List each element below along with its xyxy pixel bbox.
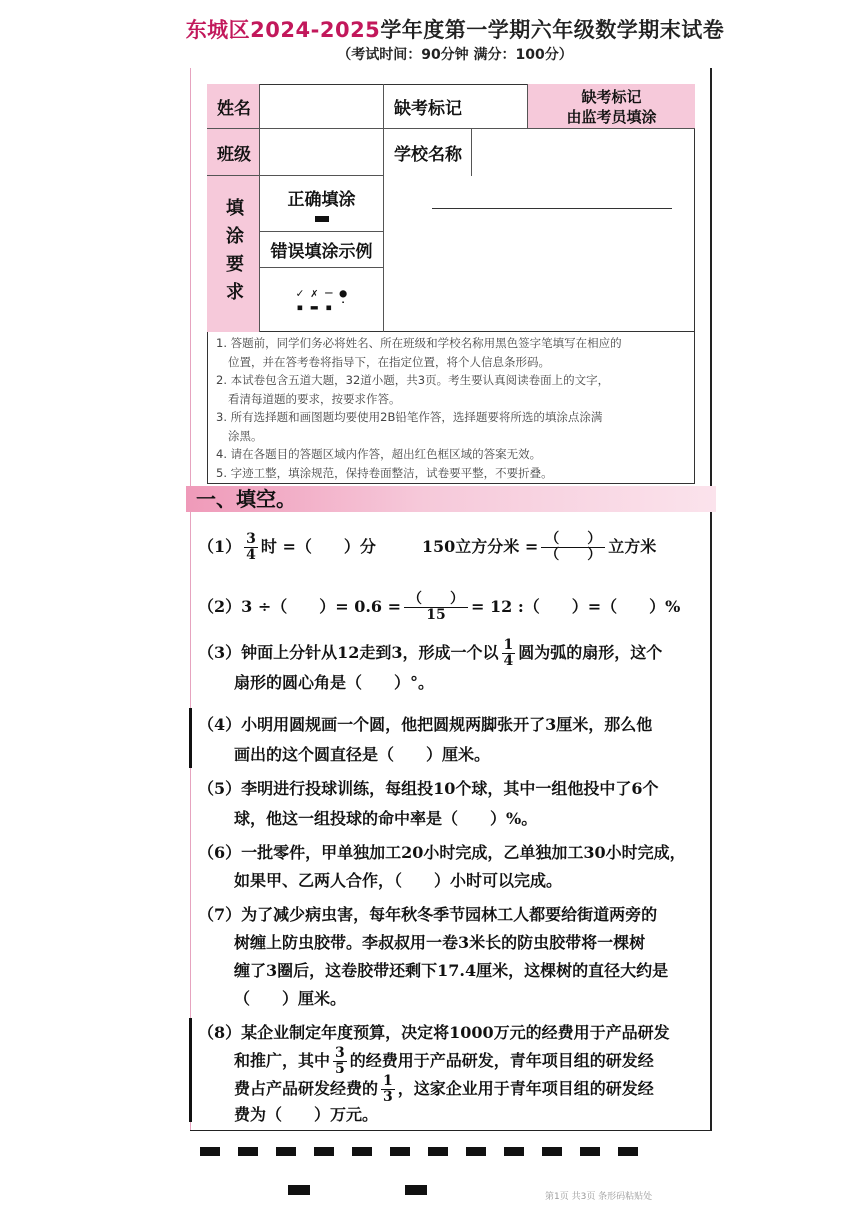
alignment-mark	[405, 1185, 427, 1195]
dash-mark	[238, 1147, 258, 1156]
absent-note-line1: 缺考标记	[581, 88, 642, 106]
q-index: （1）	[198, 537, 242, 556]
q8-text-c: 费占产品研发经费的	[234, 1079, 379, 1098]
fraction-blank[interactable]	[541, 532, 605, 563]
dash-mark	[466, 1147, 486, 1156]
name-field[interactable]	[260, 84, 384, 129]
class-field[interactable]	[260, 129, 384, 176]
numerator: （ ）	[404, 592, 468, 608]
wrong-marks-icon: ✓ ✗ ─ ● ▪ ▬ ▪ ˙	[296, 286, 347, 314]
q1-part-a: 时 =（ ）分	[260, 537, 376, 556]
dash-mark	[390, 1147, 410, 1156]
alignment-mark	[288, 1185, 310, 1195]
wrong-fill-examples	[260, 268, 384, 332]
frame-bottom-border	[190, 1130, 712, 1131]
numerator: 1	[383, 1073, 393, 1089]
question-5-line-1: （5）李明进行投球训练，每组投10个球，其中一组他投中了6个	[198, 779, 659, 798]
note-line: 5. 字迹工整，填涂规范，保持卷面整洁，试卷要平整，不要折叠。	[216, 465, 553, 480]
question-5-line-2: 球，他这一组投球的命中率是（ ）%。	[234, 809, 538, 828]
question-2	[198, 592, 680, 623]
q8-text-d: ，这家企业用于青年项目组的研发经	[397, 1079, 654, 1098]
note-line: 3. 所有选择题和画图题均要使用2B铅笔作答，选择题要将所选的填涂点涂满	[216, 410, 603, 424]
question-1	[198, 532, 656, 563]
question-7-line-3: 缠了3圈后，这卷胶带还剩下17.4厘米，这棵树的直径大约是	[234, 961, 669, 980]
q1-part-b: 150立方分米 =	[421, 537, 539, 556]
denominator: 15	[426, 607, 446, 623]
question-8-line-1: （8）某企业制定年度预算，决定将1000万元的经费用于产品研发	[198, 1023, 670, 1042]
q3-text-a: （3）钟面上分针从12走到3，形成一个以	[198, 643, 499, 662]
section-title: 一、填空。	[196, 487, 296, 511]
dash-mark	[314, 1147, 334, 1156]
correct-fill-label: 正确填涂	[287, 190, 356, 210]
fraction-blank[interactable]	[404, 592, 468, 623]
absent-label: 缺考标记	[384, 84, 528, 129]
denominator: 5	[335, 1061, 345, 1077]
question-7-line-2: 树缠上防虫胶带。李叔叔用一卷3米长的防虫胶带将一棵树	[234, 933, 646, 952]
wrong-fill-label: 错误填涂示例	[260, 232, 384, 268]
q1-part-c: 立方米	[608, 537, 657, 556]
denominator: 4	[246, 547, 256, 563]
fraction	[333, 1046, 347, 1077]
denominator: 3	[383, 1089, 393, 1105]
dash-mark	[352, 1147, 372, 1156]
absent-note	[528, 84, 695, 129]
numerator: （ ）	[541, 532, 605, 548]
q3-text-b: 圆为弧的扇形，这个	[518, 643, 663, 662]
dash-mark	[504, 1147, 524, 1156]
title-part-a: 东城区2024-2025	[185, 18, 381, 42]
note-line: 涂黑。	[228, 428, 263, 443]
question-6-line-2: 如果甲、乙两人合作，（ ）小时可以完成。	[234, 871, 563, 890]
fill-requirements-label: 填涂要求	[207, 176, 260, 332]
fraction	[244, 532, 258, 563]
dash-mark	[542, 1147, 562, 1156]
note-line: 1. 答题前，同学们务必将姓名、所在班级和学校名称用黑色签字笔填写在相应的	[216, 336, 622, 350]
class-label: 班级	[207, 129, 260, 176]
dash-mark	[428, 1147, 448, 1156]
footer-text: 第1页 共3页 条形码粘贴处	[545, 1192, 653, 1202]
question-8-line-3	[234, 1074, 654, 1105]
correct-fill-box	[260, 176, 384, 232]
question-7-line-1: （7）为了减少病虫害，每年秋冬季节园林工人都要给街道两旁的	[198, 905, 658, 924]
dash-mark	[580, 1147, 600, 1156]
numerator: 1	[503, 637, 514, 653]
question-4-line-2: 画出的这个圆直径是（ ）厘米。	[234, 745, 491, 764]
dash-mark	[618, 1147, 638, 1156]
q2-part-a: 3 ÷（ ）= 0.6 =	[241, 597, 402, 616]
q2-part-b: = 12 :（ ）=（ ）%	[471, 597, 681, 616]
denominator: 4	[503, 653, 514, 669]
q-index: （2）	[198, 597, 242, 616]
fraction	[381, 1074, 395, 1105]
question-3-line-2: 扇形的圆心角是（ ）°。	[234, 673, 435, 692]
question-8-line-4: 费为（ ）万元。	[234, 1105, 379, 1124]
q8-text-b: 的经费用于产品研发，青年项目组的研发经	[349, 1051, 654, 1070]
note-line: 2. 本试卷包含五道大题，32道小题，共3页。考生要认真阅读卷面上的文字，	[216, 373, 610, 387]
dash-mark	[276, 1147, 296, 1156]
filled-mark-icon	[315, 216, 329, 222]
question-6-line-1: （6）一批零件，甲单独加工20小时完成，乙单独加工30小时完成，	[198, 843, 686, 862]
barcode-area-line	[432, 208, 672, 209]
instructions-box	[207, 332, 695, 484]
name-label: 姓名	[207, 84, 260, 129]
q8-text-a: 和推广，其中	[234, 1051, 331, 1070]
question-4-line-1: （4）小明用圆规画一个圆，他把圆规两脚张开了3厘米，那么他	[198, 715, 653, 734]
page-title	[185, 14, 725, 44]
fraction	[502, 638, 516, 669]
denominator: （ ）	[545, 547, 602, 563]
dash-mark	[200, 1147, 220, 1156]
absent-note-line2: 由监考员填涂	[566, 108, 657, 126]
school-label: 学校名称	[384, 129, 472, 176]
question-3-line-1	[198, 638, 662, 669]
margin-bar	[189, 708, 192, 768]
question-7-line-4: （ ）厘米。	[234, 989, 347, 1008]
note-line: 看清每道题的要求，按要求作答。	[228, 391, 401, 406]
numerator: 3	[335, 1045, 345, 1061]
margin-bar	[189, 1018, 192, 1122]
question-8-line-2	[234, 1046, 654, 1077]
numerator: 3	[246, 531, 256, 547]
note-line: 4. 请在各题目的答题区域内作答，超出红色框区域的答案无效。	[216, 447, 542, 461]
title-part-b: 学年度第一学期六年级数学期末试卷	[380, 18, 725, 42]
cut-line	[200, 1147, 720, 1159]
note-line: 位置，并在答考卷将指导下，在指定位置，将个人信息条形码。	[228, 354, 550, 369]
school-field[interactable]	[472, 129, 695, 176]
exam-subtitle: （考试时间：90分钟 满分：100分）	[337, 47, 573, 63]
